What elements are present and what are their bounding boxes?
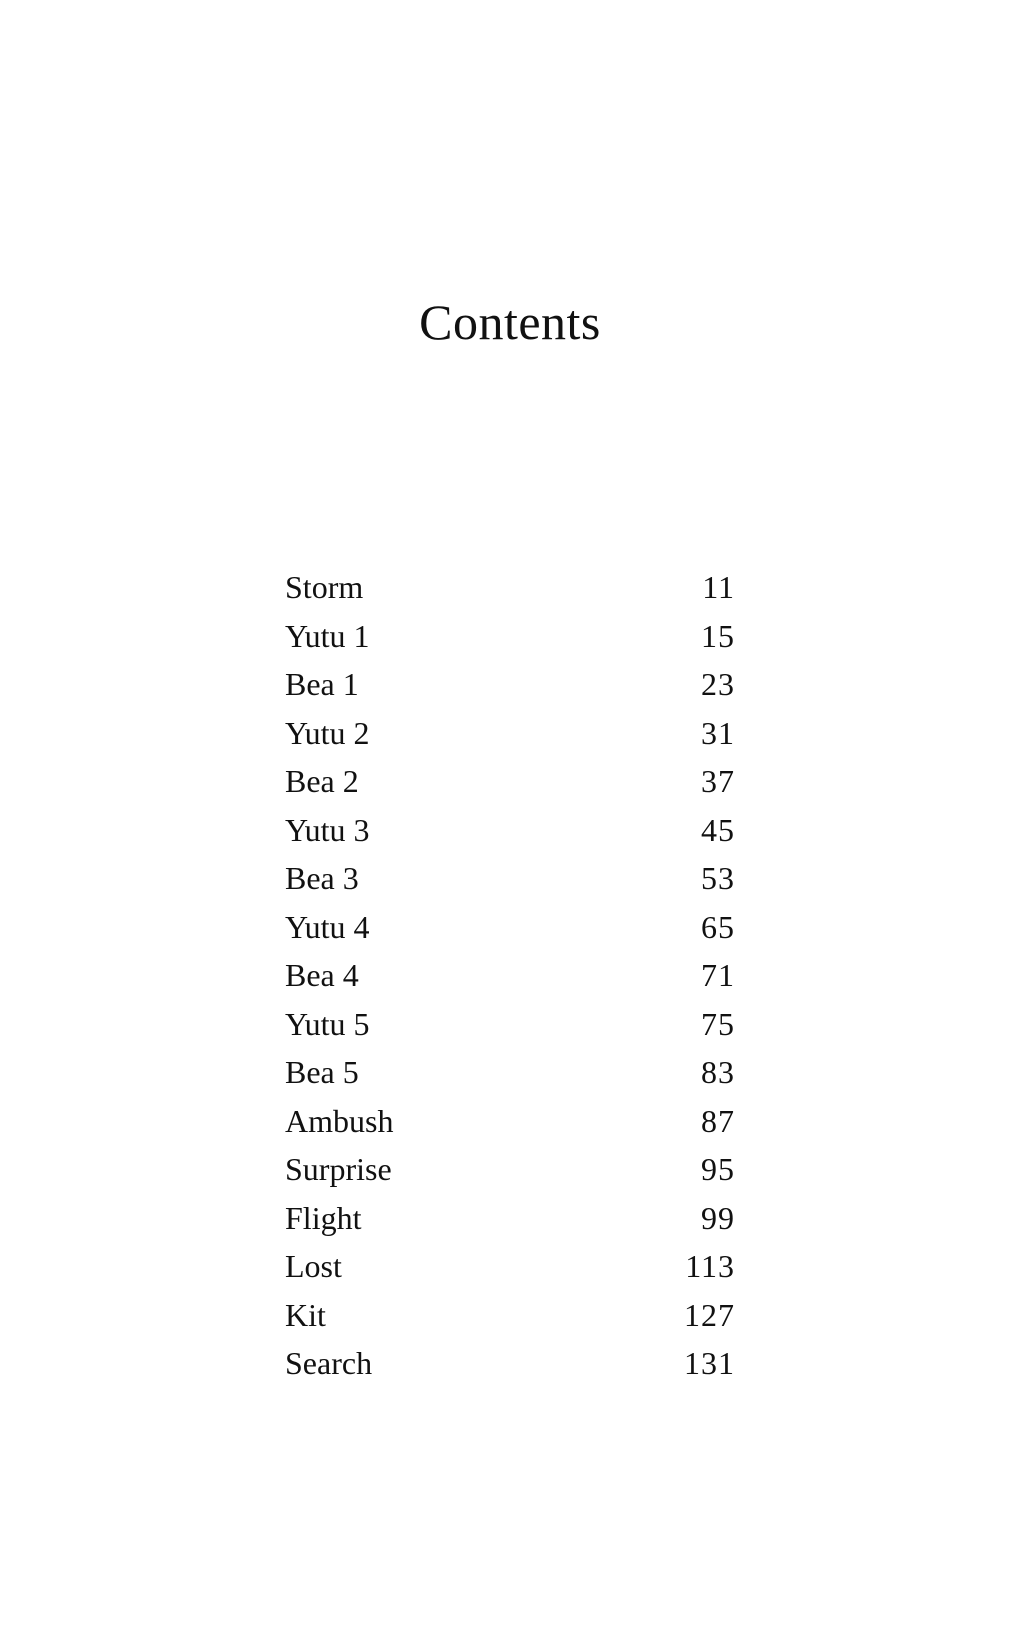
page-title: Contents bbox=[419, 294, 601, 350]
toc-entry-label: Storm bbox=[285, 569, 364, 605]
toc-entry-label: Bea 1 bbox=[285, 666, 359, 702]
toc-entry-label: Kit bbox=[285, 1296, 326, 1333]
table-of-contents bbox=[285, 563, 735, 1388]
toc-entry bbox=[285, 660, 735, 709]
toc-entry-label: Flight bbox=[285, 1199, 362, 1236]
toc-entry bbox=[285, 1339, 735, 1388]
toc-entry-page: 127 bbox=[684, 1296, 735, 1333]
toc-entry-page: 83 bbox=[701, 1054, 735, 1090]
toc-entry bbox=[285, 1291, 735, 1340]
toc-entry bbox=[285, 1242, 735, 1291]
toc-entry-label: Yutu 2 bbox=[285, 714, 370, 751]
toc-entry-label: Yutu 3 bbox=[285, 811, 370, 848]
toc-entry-page: 65 bbox=[701, 908, 735, 945]
toc-entry-label: Lost bbox=[285, 1248, 342, 1284]
toc-entry-label: Surprise bbox=[285, 1151, 392, 1187]
toc-entry bbox=[285, 757, 735, 806]
toc-entry bbox=[285, 903, 735, 952]
toc-entry-label: Search bbox=[285, 1345, 373, 1381]
toc-entry-label: Ambush bbox=[285, 1102, 394, 1139]
toc-entry-label: Yutu 5 bbox=[285, 1005, 370, 1042]
toc-entry bbox=[285, 563, 735, 612]
toc-entry-page: 53 bbox=[701, 860, 735, 896]
toc-entry bbox=[285, 951, 735, 1000]
toc-entry bbox=[285, 1000, 735, 1049]
toc-entry bbox=[285, 1048, 735, 1097]
toc-entry-page: 15 bbox=[701, 617, 735, 654]
toc-entry-page: 45 bbox=[701, 811, 735, 848]
toc-entry-label: Bea 5 bbox=[285, 1054, 359, 1090]
toc-entry-label: Yutu 4 bbox=[285, 908, 370, 945]
toc-entry-label: Bea 4 bbox=[285, 957, 359, 993]
toc-entry-page: 31 bbox=[701, 714, 735, 751]
toc-entry-page: 99 bbox=[701, 1199, 735, 1236]
toc-entry bbox=[285, 1097, 735, 1146]
toc-entry-page: 131 bbox=[684, 1345, 735, 1381]
toc-entry-label: Bea 3 bbox=[285, 860, 359, 896]
toc-entry-label: Bea 2 bbox=[285, 763, 359, 799]
toc-entry bbox=[285, 1145, 735, 1194]
toc-entry bbox=[285, 1194, 735, 1243]
toc-entry-page: 75 bbox=[701, 1005, 735, 1042]
toc-entry bbox=[285, 806, 735, 855]
toc-entry bbox=[285, 709, 735, 758]
toc-entry-page: 37 bbox=[701, 763, 735, 799]
toc-entry bbox=[285, 612, 735, 661]
toc-entry-page: 87 bbox=[701, 1102, 735, 1139]
toc-entry-page: 71 bbox=[701, 957, 735, 993]
toc-entry-page: 11 bbox=[702, 569, 735, 605]
toc-entry-page: 95 bbox=[701, 1151, 735, 1187]
toc-entry-page: 23 bbox=[701, 666, 735, 702]
toc-entry-label: Yutu 1 bbox=[285, 617, 370, 654]
toc-entry-page: 113 bbox=[685, 1248, 735, 1284]
toc-entry bbox=[285, 854, 735, 903]
